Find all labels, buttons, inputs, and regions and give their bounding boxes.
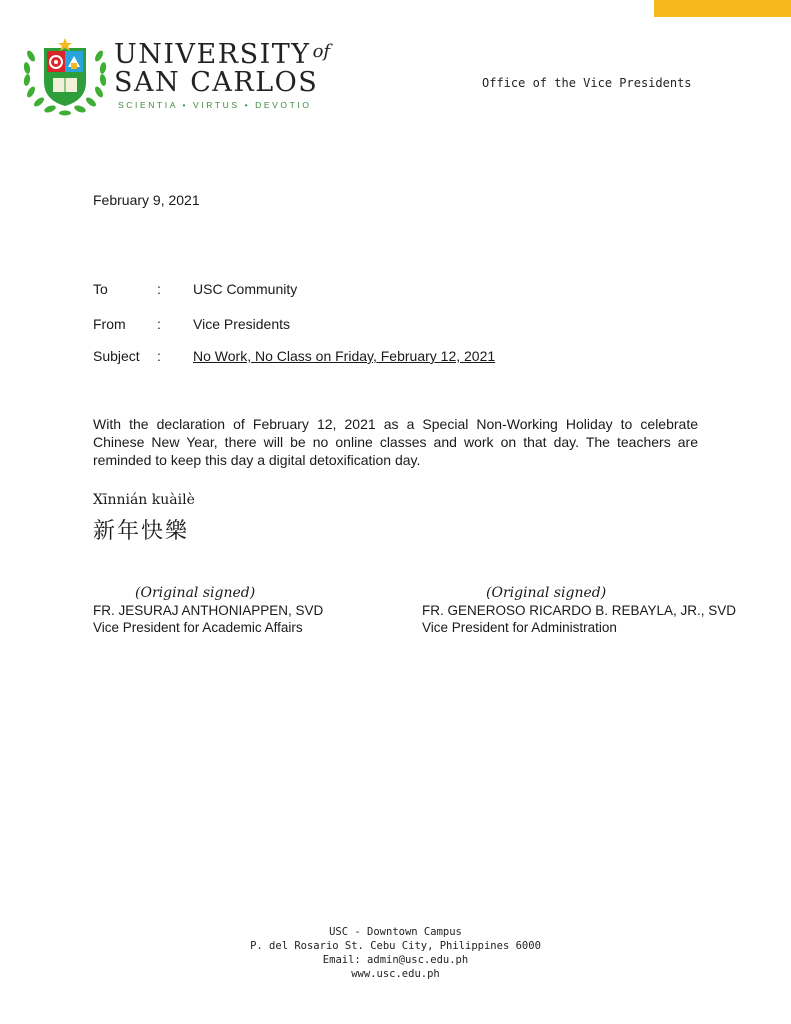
memo-colon: :	[157, 348, 161, 364]
memo-date: February 9, 2021	[93, 192, 200, 208]
university-name-line2: SAN CARLOS	[114, 67, 319, 98]
footer-email: Email: admin@usc.edu.ph	[322, 954, 469, 966]
memo-colon: :	[157, 316, 161, 332]
signatory-title: Vice President for Administration	[422, 620, 617, 635]
office-title: Office of the Vice Presidents	[482, 76, 692, 90]
university-name-line1: UNIVERSITY	[114, 39, 311, 70]
memo-to-label: To	[93, 281, 108, 297]
memo-subject-value: No Work, No Class on Friday, February 12, 2021	[193, 348, 496, 364]
university-name-of: of	[312, 41, 331, 62]
footer-website: www.usc.edu.ph	[351, 968, 440, 980]
greeting-chinese: 新年快樂	[93, 519, 190, 544]
footer-address: P. del Rosario St. Cebu City, Philippines 6000	[250, 940, 541, 952]
memo-subject-label: Subject	[93, 348, 140, 364]
signature-note: (Original signed)	[486, 585, 607, 601]
signatory-title: Vice President for Academic Affairs	[93, 620, 303, 635]
footer-campus: USC - Downtown Campus	[329, 926, 462, 938]
memo-colon: :	[157, 281, 161, 297]
memo-from-row	[93, 316, 290, 332]
signatory-right	[422, 585, 736, 636]
accent-bar	[654, 0, 791, 17]
memo-from-label: From	[93, 316, 126, 332]
signatory-left	[93, 585, 323, 636]
memo-body-paragraph: With the declaration of February 12, 2021 as a Special Non-Working Holiday to celebrate Chinese New Year, there will be no online classes and work on that day. The teachers are reminded to keep this day a digital detoxification day.	[93, 416, 698, 468]
university-wordmark	[114, 37, 330, 110]
footer	[0, 925, 791, 981]
signatory-name: FR. GENEROSO RICARDO B. REBAYLA, JR., SVD	[422, 603, 737, 618]
memo-to-value: USC Community	[193, 281, 298, 297]
university-seal-logo	[22, 34, 108, 116]
signatory-name: FR. JESURAJ ANTHONIAPPEN, SVD	[93, 603, 324, 618]
memo-to-row	[93, 281, 297, 297]
university-motto: SCIENTIA • VIRTUS • DEVOTIO	[118, 100, 312, 110]
memo-subject-row	[93, 348, 495, 364]
signature-note: (Original signed)	[135, 585, 256, 601]
memo-from-value: Vice Presidents	[193, 316, 291, 332]
greeting-pinyin: Xīnnián kuàilè	[93, 492, 195, 508]
